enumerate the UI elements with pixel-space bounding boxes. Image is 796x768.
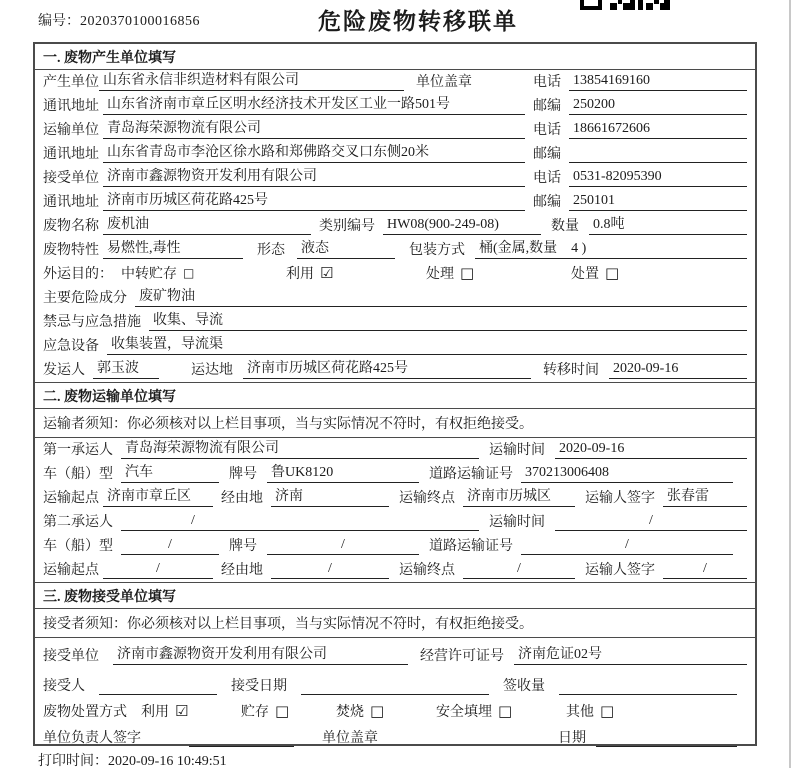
post2-value: [569, 146, 747, 163]
manifest-form: [33, 42, 757, 746]
time1-label: 运输时间: [489, 443, 545, 458]
addr2-value: 山东省青岛市李沧区徐水路和郑佛路交叉口东侧20米: [103, 141, 525, 163]
accept-date-value: [301, 678, 489, 695]
plate2-value: /: [267, 537, 419, 555]
category-label: 类别编号: [319, 219, 375, 234]
receiver-value: 济南市鑫源物资开发利用有限公司: [103, 165, 525, 187]
purpose-option-dispose-label: 处置: [571, 267, 599, 282]
page-title: 危险废物转移联单: [318, 9, 518, 34]
vehicle2-row: [35, 534, 755, 558]
form-value: 液态: [297, 237, 395, 259]
section2-notice: [35, 409, 755, 438]
stamp-label: 单位盖章: [416, 75, 472, 90]
taboo-label: 禁忌与应急措施: [43, 315, 141, 330]
serial-value: 2020370100016856: [80, 14, 200, 29]
section2-notice-text: 运输者须知：你必须核对以上栏目事项，当与实际情况不符时，有权拒绝接受。: [43, 416, 533, 432]
waste-name-label: 废物名称: [43, 219, 99, 234]
end2-label: 运输终点: [399, 563, 455, 578]
disposal-label: 废物处置方式: [43, 705, 127, 720]
packing-value: 桶(金属,数量 4 ): [475, 237, 747, 259]
via1-value: 济南: [271, 485, 389, 507]
receiver-address-row: [35, 190, 755, 214]
page-edge-divider: [789, 0, 791, 768]
addr3-label: 通讯地址: [43, 195, 99, 210]
purpose-option-treat: [426, 263, 571, 283]
post3-value: 250101: [569, 193, 747, 211]
purpose-label: 外运目的：: [43, 267, 113, 282]
disposal-option-landfill-checkbox: □: [498, 701, 513, 720]
consignor-label: 发运人: [43, 363, 85, 378]
responsible-sign-value: [189, 730, 294, 747]
transfer-time-label: 转移时间: [543, 363, 599, 378]
consignor-value: 郭玉波: [93, 357, 159, 379]
date-value: [596, 730, 737, 747]
purpose-option-use-checkbox: ☑: [320, 263, 334, 282]
disposal-option-other-checkbox: □: [600, 701, 615, 720]
purpose-option-transfer: [121, 263, 286, 283]
addr1-value: 山东省济南市章丘区明水经济技术开发区工业一路501号: [103, 93, 525, 115]
equipment-value: 收集装置，导流渠: [107, 333, 747, 355]
purpose-option-treat-checkbox: □: [460, 263, 475, 282]
disposal-option-store-checkbox: □: [275, 701, 290, 720]
responsible-sign-label: 单位负责人签字: [43, 731, 141, 746]
purpose-option-transfer-checkbox: □: [183, 265, 195, 280]
purpose-option-treat-label: 处理: [426, 267, 454, 282]
carrier1-row: [35, 438, 755, 462]
serial-number-line: [38, 10, 200, 30]
amount-value: [559, 678, 737, 695]
purpose-option-transfer-label: 中转贮存: [121, 267, 177, 282]
plate1-value: 鲁UK8120: [267, 461, 419, 483]
waste-name-value: 废机油: [103, 213, 311, 235]
receiver-label: 接受单位: [43, 171, 99, 186]
via2-value: /: [271, 561, 389, 579]
purpose-option-use-label: 利用: [286, 267, 314, 282]
character-value: 易燃性,毒性: [103, 237, 243, 259]
sign1-value: 张春雷: [663, 485, 747, 507]
serial-label: 编号：: [38, 14, 80, 29]
dispatch-row: [35, 358, 755, 382]
license1-label: 道路运输证号: [429, 467, 513, 482]
phone2-value: 18661672606: [569, 121, 747, 139]
accept-unit-label: 接受单位: [43, 649, 99, 664]
origin2-value: /: [103, 561, 213, 579]
responsible-sign-row: [35, 724, 755, 750]
disposal-option-use-checkbox: ☑: [175, 701, 189, 720]
time2-value: /: [555, 513, 747, 531]
origin1-value: 济南市章丘区: [103, 485, 213, 507]
equipment-label: 应急设备: [43, 339, 99, 354]
category-value: HW08(900-249-08): [383, 217, 541, 235]
vehicle2-label: 车（船）型: [43, 539, 113, 554]
disposal-option-burn-checkbox: □: [370, 701, 385, 720]
date-label: 日期: [558, 731, 586, 746]
transporter-row: [35, 118, 755, 142]
origin2-label: 运输起点: [43, 563, 99, 578]
carrier2-value: /: [121, 513, 479, 531]
disposal-option-store: [241, 701, 336, 721]
plate2-label: 牌号: [229, 539, 257, 554]
waste-name-row: [35, 214, 755, 238]
post1-label: 邮编: [533, 99, 561, 114]
producer-address-row: [35, 94, 755, 118]
post1-value: 250200: [569, 97, 747, 115]
phone3-label: 电话: [533, 171, 561, 186]
disposal-option-use: [141, 701, 241, 721]
post2-label: 邮编: [533, 147, 561, 162]
addr3-value: 济南市历城区荷花路425号: [103, 189, 525, 211]
hazard-label: 主要危险成分: [43, 291, 127, 306]
print-time-line: [38, 750, 227, 768]
hazard-value: 废矿物油: [135, 285, 747, 307]
disposal-option-use-label: 利用: [141, 705, 169, 720]
permit-value: 济南危证02号: [514, 643, 747, 665]
taboo-value: 收集、导流: [149, 309, 747, 331]
phone1-label: 电话: [533, 75, 561, 90]
waste-character-row: [35, 238, 755, 262]
section1-header: 一. 废物产生单位填写: [35, 44, 755, 70]
hazard-row: [35, 286, 755, 310]
character-label: 废物特性: [43, 243, 99, 258]
transporter-value: 青岛海荣源物流有限公司: [103, 117, 525, 139]
disposal-option-other: [566, 701, 614, 721]
section3-notice: [35, 609, 755, 638]
purpose-option-dispose-checkbox: □: [605, 263, 620, 282]
phone3-value: 0531-82095390: [569, 169, 747, 187]
phone2-label: 电话: [533, 123, 561, 138]
license2-value: /: [521, 537, 733, 555]
section3-header: 三. 废物接受单位填写: [35, 582, 755, 609]
phone1-value: 13854169160: [569, 73, 747, 91]
taboo-row: [35, 310, 755, 334]
end1-label: 运输终点: [399, 491, 455, 506]
packing-label: 包装方式: [409, 243, 465, 258]
equipment-row: [35, 334, 755, 358]
purpose-option-dispose: [571, 263, 619, 283]
transporter-address-row: [35, 142, 755, 166]
qr-code-fragment: [580, 0, 670, 10]
print-time-value: 2020-09-16 10:49:51: [108, 754, 227, 768]
acceptor-row: [35, 668, 755, 698]
vehicle1-row: [35, 462, 755, 486]
disposal-option-landfill-label: 安全填埋: [436, 705, 492, 720]
transfer-time-value: 2020-09-16: [609, 361, 747, 379]
dest-label: 运达地: [191, 363, 233, 378]
vehicle2-value: /: [121, 537, 219, 555]
sign1-label: 运输人签字: [585, 491, 655, 506]
permit-label: 经营许可证号: [420, 649, 504, 664]
producer-label: 产生单位: [43, 75, 99, 90]
via1-label: 经由地: [221, 491, 263, 506]
purpose-row: [35, 262, 755, 286]
quantity-label: 数量: [551, 219, 579, 234]
accept-date-label: 接受日期: [231, 679, 287, 694]
origin1-label: 运输起点: [43, 491, 99, 506]
post3-label: 邮编: [533, 195, 561, 210]
form-label: 形态: [257, 243, 285, 258]
quantity-value: 0.8吨: [589, 213, 747, 235]
vehicle1-value: 汽车: [121, 461, 219, 483]
purpose-option-use: [286, 263, 426, 283]
disposal-option-burn: [336, 701, 436, 721]
print-time-label: 打印时间：: [38, 754, 108, 768]
disposal-row: [35, 698, 755, 724]
time2-label: 运输时间: [489, 515, 545, 530]
addr1-label: 通讯地址: [43, 99, 99, 114]
route2-row: [35, 558, 755, 582]
route1-row: [35, 486, 755, 510]
addr2-label: 通讯地址: [43, 147, 99, 162]
transporter-label: 运输单位: [43, 123, 99, 138]
sign2-value: /: [663, 561, 747, 579]
acceptor-value: [99, 678, 217, 695]
plate1-label: 牌号: [229, 467, 257, 482]
receiver-row: [35, 166, 755, 190]
carrier2-label: 第二承运人: [43, 515, 113, 530]
amount-label: 签收量: [503, 679, 545, 694]
section3-notice-text: 接受者须知：你必须核对以上栏目事项，当与实际情况不符时，有权拒绝接受。: [43, 616, 533, 632]
disposal-option-landfill: [436, 701, 566, 721]
time1-value: 2020-09-16: [555, 441, 747, 459]
acceptor-label: 接受人: [43, 679, 85, 694]
carrier1-value: 青岛海荣源物流有限公司: [121, 437, 479, 459]
disposal-option-store-label: 贮存: [241, 705, 269, 720]
disposal-option-burn-label: 焚烧: [336, 705, 364, 720]
carrier1-label: 第一承运人: [43, 443, 113, 458]
carrier2-row: [35, 510, 755, 534]
accept-unit-value: 济南市鑫源物资开发利用有限公司: [113, 643, 408, 665]
accept-unit-row: [35, 638, 755, 668]
producer-row: [35, 70, 755, 94]
vehicle1-label: 车（船）型: [43, 467, 113, 482]
end2-value: /: [463, 561, 575, 579]
end1-value: 济南市历城区: [463, 485, 575, 507]
sign2-label: 运输人签字: [585, 563, 655, 578]
via2-label: 经由地: [221, 563, 263, 578]
unit-stamp-label: 单位盖章: [322, 731, 378, 746]
disposal-option-other-label: 其他: [566, 705, 594, 720]
license1-value: 370213006408: [521, 465, 733, 483]
producer-value: 山东省永信非织造材料有限公司: [99, 69, 404, 91]
dest-value: 济南市历城区荷花路425号: [243, 357, 531, 379]
license2-label: 道路运输证号: [429, 539, 513, 554]
section2-header: 二. 废物运输单位填写: [35, 382, 755, 409]
